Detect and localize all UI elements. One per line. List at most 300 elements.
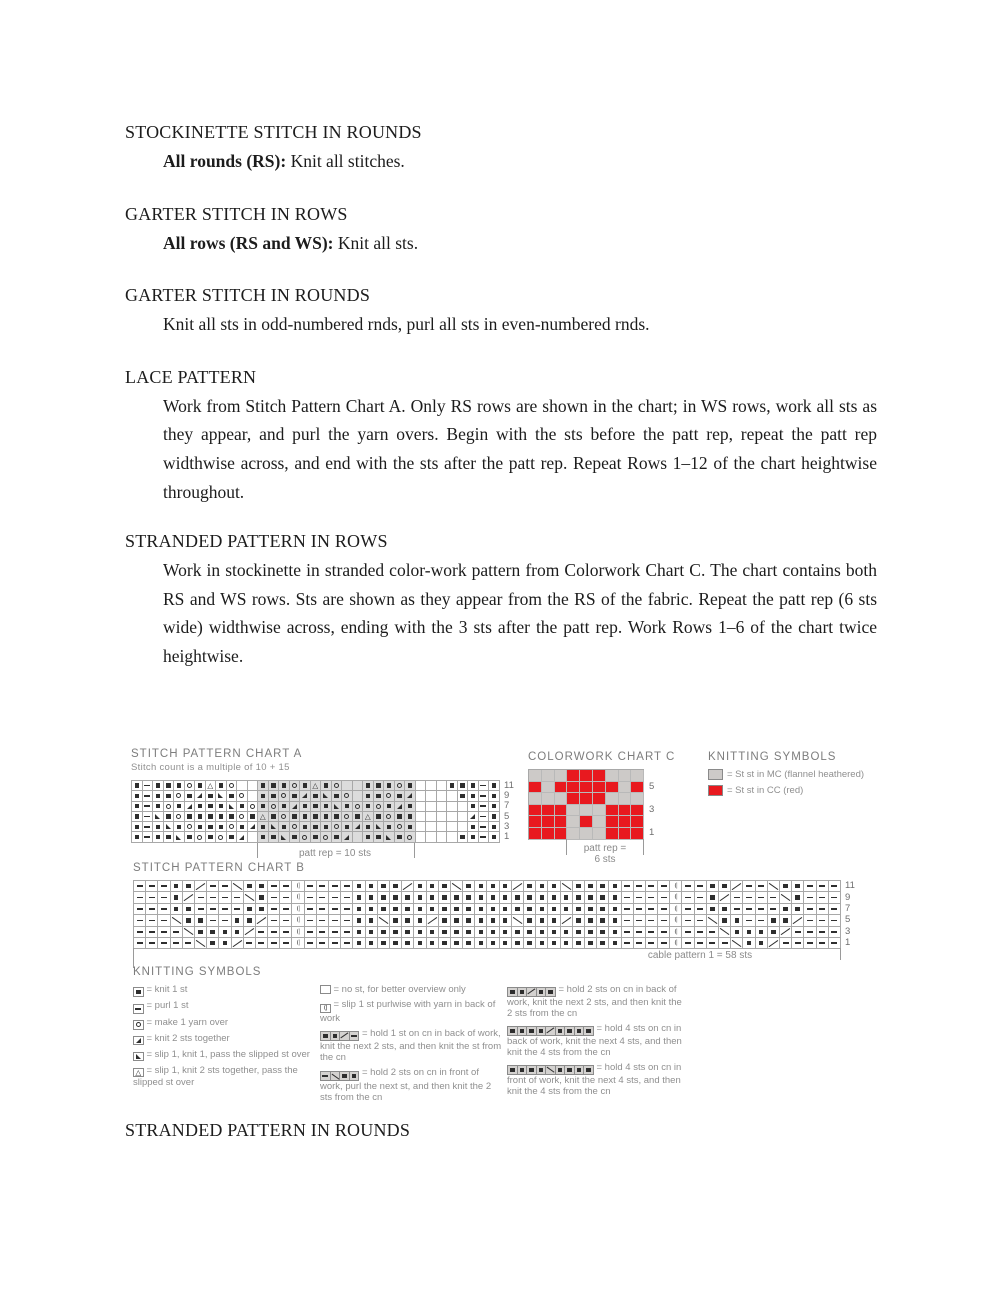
chart-cell-k — [500, 915, 512, 926]
chart-cell-p — [207, 915, 219, 926]
chart-row — [134, 938, 841, 949]
chart-row — [529, 782, 644, 794]
chart-cell-x — [780, 927, 792, 938]
chart-cell-p — [305, 892, 317, 903]
chart-cell-x — [256, 915, 268, 926]
chart-cell-k — [258, 822, 269, 832]
chart-cell-k — [414, 904, 426, 915]
chart-cell-o — [290, 781, 301, 791]
chart-cell-k — [585, 927, 597, 938]
chart-cell-p — [268, 915, 280, 926]
chart-cell-p — [305, 938, 317, 949]
chart-row — [132, 781, 500, 791]
chart-cell-p — [268, 892, 280, 903]
chart-cell-k — [353, 915, 365, 926]
chart-cell-k — [609, 881, 621, 892]
chart-cell-e — [416, 822, 427, 832]
chart-cell-z — [331, 1072, 341, 1081]
chart-cell-p — [646, 938, 658, 949]
chart-cell-a — [258, 812, 269, 822]
chart-cell-k — [390, 892, 402, 903]
chart-cell-p — [256, 927, 268, 938]
chart-cell-x — [546, 1027, 556, 1036]
chart-cell-p — [341, 915, 353, 926]
chart-cell-p — [134, 881, 146, 892]
section-stranded-rows — [125, 527, 877, 670]
chart-cell-z — [171, 915, 183, 926]
chart-cell-p — [143, 832, 154, 842]
chart-cell-k — [279, 802, 290, 812]
chart-cell-k — [171, 892, 183, 903]
chart-cell-k — [597, 881, 609, 892]
chart-cell-z — [183, 927, 195, 938]
chart-cell-k — [350, 1072, 360, 1081]
chart-cell-m — [542, 782, 555, 794]
section-body — [163, 147, 877, 176]
chart-cell-p — [207, 904, 219, 915]
chart-cell-k — [366, 881, 378, 892]
bold-lead: All rows (RS and WS): — [163, 232, 334, 253]
chart-cell-z — [244, 892, 256, 903]
chart-cell-p — [817, 892, 829, 903]
chart-cell-x — [195, 881, 207, 892]
chart-cell-k — [256, 881, 268, 892]
chart-cell-e — [458, 802, 469, 812]
chart-cell-k — [321, 781, 332, 791]
chart-a-title: STITCH PATTERN CHART A — [131, 748, 303, 760]
chart-cell-c — [619, 805, 632, 817]
chart-cell-p — [743, 904, 755, 915]
chart-cell-o — [332, 822, 343, 832]
chart-cell-p — [646, 927, 658, 938]
chart-cell-p — [329, 904, 341, 915]
chart-cell-k — [575, 1066, 585, 1075]
chart-cell-k — [244, 881, 256, 892]
chart-cell-p — [646, 892, 658, 903]
chart-cell-k — [378, 892, 390, 903]
chart-cell-k — [463, 938, 475, 949]
chart-b-row-numbers — [845, 880, 855, 948]
chart-cell-k — [164, 781, 175, 791]
chart-cell-k — [489, 822, 500, 832]
chart-cell-p — [756, 915, 768, 926]
chart-cell-k — [524, 904, 536, 915]
chart-cell-k — [269, 832, 280, 842]
chart-row — [132, 812, 500, 822]
chart-cell-e — [437, 832, 448, 842]
chart-cell-l — [216, 791, 227, 801]
chart-cell-p — [743, 892, 755, 903]
chart-cell-k — [468, 822, 479, 832]
chart-cell-k — [414, 892, 426, 903]
chart-cell-k — [524, 881, 536, 892]
chart-cell-l — [269, 822, 280, 832]
chart-cell-k — [300, 822, 311, 832]
chart-cell-k — [468, 802, 479, 812]
chart-cell-e — [426, 781, 437, 791]
chart-cell-p — [146, 915, 158, 926]
chart-cell-k — [512, 904, 524, 915]
chart-cell-p — [158, 881, 170, 892]
chart-row — [134, 881, 841, 892]
chart-cell-a — [206, 781, 217, 791]
symbol-legend-title: KNITTING SYMBOLS — [133, 966, 262, 978]
chart-row — [132, 822, 500, 832]
chart-cell-k — [536, 904, 548, 915]
chart-cell-k — [518, 1066, 528, 1075]
chart-cell-m — [567, 805, 580, 817]
chart-cell-e — [426, 832, 437, 842]
chart-cell-k — [487, 904, 499, 915]
chart-cell-p — [143, 822, 154, 832]
chart-cell-k — [395, 812, 406, 822]
chart-cell-p — [244, 938, 256, 949]
chart-cell-p — [479, 812, 490, 822]
chart-cell-p — [280, 915, 292, 926]
chart-cell-k — [489, 832, 500, 842]
chart-cell-m — [542, 770, 555, 782]
chart-cell-k — [195, 781, 206, 791]
chart-cell-k — [609, 927, 621, 938]
chart-cell-r — [342, 832, 353, 842]
chart-cell-p — [817, 915, 829, 926]
symbol-legend-entry — [133, 1049, 320, 1061]
row-number — [649, 769, 654, 781]
chart-cell-z — [451, 881, 463, 892]
symbol-legend-entry — [133, 1017, 320, 1029]
chart-cell-c — [606, 782, 619, 794]
chart-b-bracket-tick-left — [133, 948, 134, 968]
chart-cell-z — [232, 881, 244, 892]
chart-cell-c — [542, 828, 555, 840]
chart-cell-s — [670, 938, 682, 949]
chart-cell-p — [317, 927, 329, 938]
chart-cell-p — [146, 904, 158, 915]
chart-cell-k — [439, 892, 451, 903]
chart-cell-e — [416, 781, 427, 791]
chart-cell-k — [207, 927, 219, 938]
bold-lead: All rounds (RS): — [163, 151, 287, 171]
chart-cell-c — [529, 828, 542, 840]
chart-cell-k — [269, 791, 280, 801]
chart-cell-e — [248, 832, 259, 842]
chart-cell-k — [527, 1027, 537, 1036]
section-body — [163, 392, 877, 506]
chart-cell-p — [658, 892, 670, 903]
chart-cell-k — [256, 904, 268, 915]
chart-cell-x — [183, 892, 195, 903]
chart-cell-e — [437, 791, 448, 801]
chart-cell-p — [329, 927, 341, 938]
chart-cell-k — [405, 781, 416, 791]
chart-cell-m — [619, 793, 632, 805]
chart-cell-o — [195, 832, 206, 842]
symbol-legend-entry — [133, 1033, 320, 1045]
chart-cell-p — [305, 881, 317, 892]
chart-cell-c — [542, 805, 555, 817]
chart-cell-s — [292, 881, 304, 892]
chart-cell-k — [227, 791, 238, 801]
symbol-legend-label: = knit 2 sts together — [146, 1033, 230, 1045]
chart-cell-c — [567, 793, 580, 805]
chart-cell-p — [634, 938, 646, 949]
chart-cell-p — [695, 881, 707, 892]
chart-cell-k — [597, 892, 609, 903]
chart-cell-p — [756, 881, 768, 892]
chart-cell-p — [146, 938, 158, 949]
chart-cell-k — [153, 802, 164, 812]
color-legend-label: = St st in MC (flannel heathered) — [727, 769, 865, 780]
chart-cell-p — [622, 881, 634, 892]
chart-cell-l — [332, 802, 343, 812]
chart-cell-l — [174, 832, 185, 842]
chart-cell-o — [227, 822, 238, 832]
chart-cell-k — [584, 1027, 594, 1036]
chart-cell-k — [487, 892, 499, 903]
chart-cell-k — [174, 781, 185, 791]
chart-cell-p — [143, 781, 154, 791]
chart-cell-k — [439, 904, 451, 915]
row-number — [649, 815, 654, 827]
chart-cell-k — [227, 832, 238, 842]
chart-cell-k — [390, 927, 402, 938]
chart-cell-p — [268, 881, 280, 892]
chart-cell-o — [269, 802, 280, 812]
chart-cell-m — [631, 793, 644, 805]
chart-cell-k — [311, 832, 322, 842]
chart-cell-k — [451, 915, 463, 926]
chart-cell-k — [395, 832, 406, 842]
symbol-legend-label: = slip 1, knit 2 sts together, pass the slipped st over — [133, 1064, 298, 1089]
chart-cell-p — [743, 881, 755, 892]
chart-cell-k — [174, 822, 185, 832]
chart-cell-k — [585, 938, 597, 949]
symbol-legend-column-3 — [507, 984, 685, 1101]
chart-cell-p — [158, 915, 170, 926]
symbol-legend-label: = hold 4 sts on cn in front of work, knit the next 4 sts, and then knit the 4 sts from the cn — [507, 1062, 682, 1097]
chart-cell-s — [292, 904, 304, 915]
chart-cell-k — [585, 915, 597, 926]
chart-cell-k — [384, 822, 395, 832]
section-stockinette-rounds — [125, 118, 877, 176]
chart-cell-p — [329, 938, 341, 949]
chart-cell-k — [185, 812, 196, 822]
chart-cell-p — [317, 915, 329, 926]
row-number: 11 — [504, 779, 514, 791]
chart-cell-p — [219, 892, 231, 903]
chart-cell-o — [332, 781, 343, 791]
chart-cell-p — [146, 881, 158, 892]
chart-cell-k — [561, 904, 573, 915]
chart-cell-k — [500, 904, 512, 915]
chart-cell-k — [536, 915, 548, 926]
symbol-legend-label: = slip 1, knit 1, pass the slipped st over — [146, 1048, 310, 1060]
row-number: 5 — [845, 914, 851, 926]
chart-cell-k — [332, 812, 343, 822]
chart-cell-l — [384, 832, 395, 842]
chart-cell-p — [143, 812, 154, 822]
chart-cell-k — [792, 904, 804, 915]
chart-cell-k — [475, 892, 487, 903]
symbol-legend-label: = hold 4 sts on cn in back of work, knit the next 4 sts, and then knit the 4 sts from the cn — [507, 1023, 682, 1058]
text-content — [125, 118, 877, 695]
chart-cell-p — [350, 1032, 360, 1041]
chart-cell-p — [317, 904, 329, 915]
chart-cell-p — [622, 927, 634, 938]
chart-cell-k — [527, 1066, 537, 1075]
chart-cell-s — [670, 904, 682, 915]
chart-row — [529, 770, 644, 782]
chart-cell-o — [290, 822, 301, 832]
chart-cell-p — [695, 915, 707, 926]
chart-cell-k — [768, 915, 780, 926]
chart-cell-o — [395, 781, 406, 791]
chart-cell-k — [216, 781, 227, 791]
chart-cell-c — [619, 816, 632, 828]
chart-cell-r — [134, 1037, 144, 1046]
chart-cell-c — [529, 805, 542, 817]
chart-cell-c — [567, 782, 580, 794]
chart-cell-k — [353, 938, 365, 949]
symbol-legend-entry — [320, 984, 502, 996]
chart-cell-p — [634, 892, 646, 903]
chart-cell-p — [622, 915, 634, 926]
chart-cell-k — [402, 938, 414, 949]
chart-cell-k — [342, 802, 353, 812]
chart-cell-k — [195, 802, 206, 812]
row-number: 9 — [845, 891, 851, 903]
chart-cell-l — [134, 1053, 144, 1062]
body-text: Knit all stitches. — [286, 151, 405, 171]
chart-cell-x — [731, 881, 743, 892]
chart-cell-p — [658, 881, 670, 892]
chart-cell-k — [363, 802, 374, 812]
chart-row — [529, 816, 644, 828]
chart-cell-p — [268, 927, 280, 938]
chart-cell-m — [580, 805, 593, 817]
chart-cell-k — [489, 781, 500, 791]
chart-cell-e — [447, 791, 458, 801]
chart-cell-k — [512, 892, 524, 903]
chart-cell-z — [780, 892, 792, 903]
chart-cell-p — [756, 904, 768, 915]
chart-cell-k — [780, 881, 792, 892]
chart-cell-k — [548, 915, 560, 926]
chart-cell-k — [537, 988, 547, 997]
chart-cell-z — [719, 927, 731, 938]
chart-cell-k — [374, 791, 385, 801]
chart-cell-k — [556, 1066, 566, 1075]
chart-cell-p — [134, 904, 146, 915]
color-legend-item — [708, 785, 888, 797]
chart-cell-m — [529, 793, 542, 805]
stitch-symbol-swatch — [133, 1004, 144, 1014]
chart-cell-k — [227, 812, 238, 822]
chart-cell-p — [280, 881, 292, 892]
chart-cell-k — [153, 832, 164, 842]
chart-cell-p — [232, 892, 244, 903]
chart-cell-k — [132, 802, 143, 812]
chart-cell-o — [174, 791, 185, 801]
chart-cell-k — [500, 881, 512, 892]
chart-cell-k — [321, 822, 332, 832]
chart-cell-p — [695, 927, 707, 938]
chart-cell-p — [622, 892, 634, 903]
chart-cell-k — [609, 915, 621, 926]
chart-cell-k — [508, 988, 518, 997]
chart-cell-o — [384, 791, 395, 801]
stitch-symbol-swatch — [133, 987, 144, 997]
chart-cell-k — [518, 988, 528, 997]
chart-cell-p — [658, 904, 670, 915]
chart-cell-m — [542, 793, 555, 805]
chart-cell-k — [402, 904, 414, 915]
chart-cell-x — [768, 938, 780, 949]
chart-cell-o — [216, 832, 227, 842]
chart-cell-k — [366, 915, 378, 926]
chart-cell-k — [536, 892, 548, 903]
chart-cell-k — [414, 881, 426, 892]
chart-cell-k — [366, 927, 378, 938]
chart-cell-p — [158, 904, 170, 915]
chart-cell-k — [258, 781, 269, 791]
chart-cell-p — [329, 915, 341, 926]
chart-cell-r — [300, 791, 311, 801]
chart-cell-k — [609, 904, 621, 915]
chart-cell-p — [804, 904, 816, 915]
chart-row — [134, 904, 841, 915]
chart-cell-r — [468, 812, 479, 822]
chart-cell-p — [817, 881, 829, 892]
stitch-symbol-swatch — [133, 1020, 144, 1030]
chart-cell-k — [414, 927, 426, 938]
chart-cell-k — [707, 881, 719, 892]
chart-cell-o — [353, 802, 364, 812]
chart-cell-p — [134, 915, 146, 926]
chart-cell-k — [585, 881, 597, 892]
chart-cell-s — [670, 915, 682, 926]
chart-cell-k — [195, 812, 206, 822]
chart-cell-o — [279, 812, 290, 822]
chart-cell-k — [561, 938, 573, 949]
chart-cell-p — [804, 927, 816, 938]
chart-cell-k — [756, 938, 768, 949]
chart-cell-s — [292, 927, 304, 938]
chart-cell-p — [804, 881, 816, 892]
chart-cell-s — [292, 915, 304, 926]
section-body — [163, 229, 877, 258]
chart-cell-o — [237, 791, 248, 801]
chart-cell-p — [658, 938, 670, 949]
chart-cell-m — [529, 770, 542, 782]
chart-cell-p — [146, 927, 158, 938]
chart-cell-p — [341, 892, 353, 903]
chart-cell-c — [555, 805, 568, 817]
stitch-chart-a-grid — [131, 780, 500, 843]
chart-cell-x — [340, 1032, 350, 1041]
row-number: 7 — [845, 902, 851, 914]
chart-cell-k — [164, 832, 175, 842]
chart-cell-x — [561, 915, 573, 926]
stitch-symbol-swatch — [320, 1004, 331, 1014]
chart-cell-c — [619, 828, 632, 840]
chart-cell-k — [585, 904, 597, 915]
chart-cell-k — [575, 1027, 585, 1036]
body-text: Work in stockinette in stranded color-work pattern from Colorwork Chart C. The chart contains both RS and WS rows. Sts are shown as they appear from the RS of the fabric. Repeat the patt rep (6 sts wide) widthwise across, ending with the 3 sts after the patt rep. Work Rows 1–6 of the chart twice heightwise. — [163, 560, 877, 666]
symbol-legend-entry — [133, 984, 320, 997]
chart-cell-p — [134, 938, 146, 949]
chart-cell-k — [405, 812, 416, 822]
